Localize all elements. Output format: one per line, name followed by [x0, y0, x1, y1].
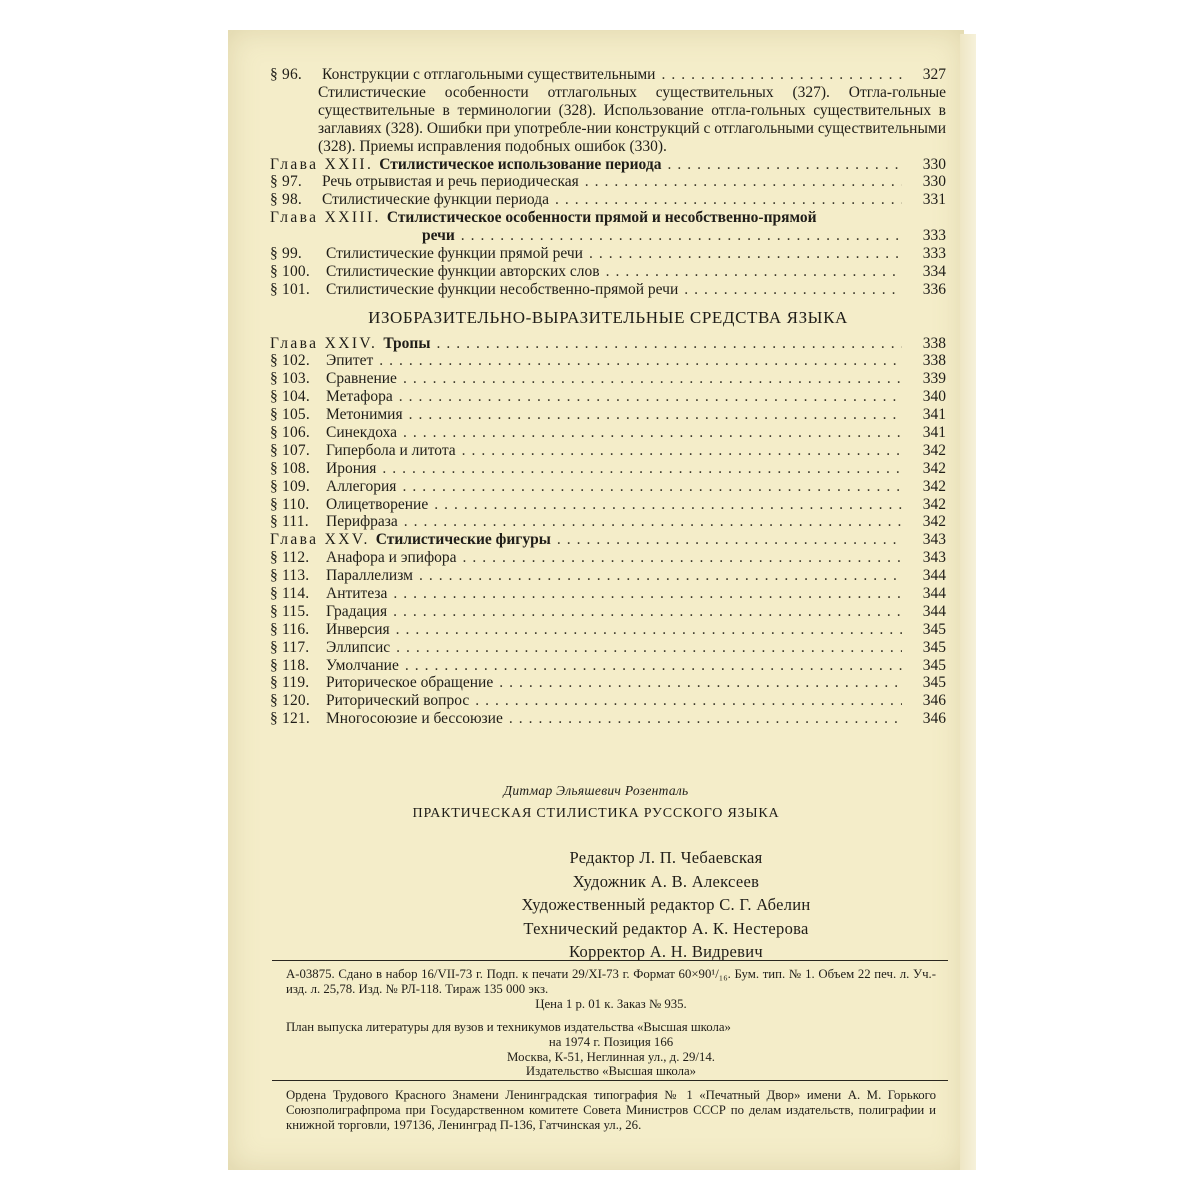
section-number: § 119. — [270, 674, 310, 692]
leader-dots — [462, 442, 902, 460]
section-number: § 110. — [270, 495, 310, 513]
section-title: Метафора — [326, 388, 393, 406]
section-title: Градация — [326, 602, 388, 620]
page-number: 340 — [922, 388, 946, 406]
toc-entry — [270, 478, 946, 496]
toc-entry — [270, 388, 946, 406]
divider — [272, 960, 948, 961]
page-number: 341 — [922, 406, 946, 424]
section-number: § 101. — [270, 280, 310, 298]
page-number: 342 — [922, 495, 946, 513]
credit-line: Редактор Л. П. Чебаевская — [569, 848, 763, 867]
toc-chapter — [270, 531, 946, 549]
page-number: 346 — [922, 692, 946, 710]
leader-dots — [405, 657, 902, 675]
page-number: 343 — [922, 531, 946, 549]
section-title: Конструкции с отглагольными существительными — [322, 66, 656, 83]
credit-line: Технический редактор А. К. Нестерова — [523, 918, 809, 938]
page-number: 344 — [922, 567, 946, 585]
leader-dots — [463, 549, 902, 567]
section-number: § 103. — [270, 370, 310, 388]
page-number: 331 — [922, 191, 946, 209]
page-number: 345 — [922, 674, 946, 692]
section-title: Перифраза — [326, 513, 398, 531]
imprint-publisher — [286, 1020, 936, 1079]
toc-entry — [270, 674, 946, 692]
page-number: 327 — [922, 66, 946, 83]
book-title: ПРАКТИЧЕСКАЯ СТИЛИСТИКА РУССКОГО ЯЗЫКА — [412, 806, 780, 821]
toc-entry — [270, 173, 946, 191]
toc-entry — [270, 603, 946, 621]
section-number: § 96. — [270, 66, 302, 83]
toc-entry — [270, 352, 946, 370]
imprint-print-data — [286, 967, 936, 1011]
page-number: 334 — [922, 262, 946, 280]
leader-dots — [555, 191, 902, 209]
section-title: Стилистические функции периода — [322, 191, 549, 209]
imprint-line: Цена 1 р. 01 к. Заказ № 935. — [535, 996, 687, 1011]
section-number: § 102. — [270, 352, 310, 370]
section-title: Параллелизм — [326, 567, 413, 585]
page-number: 342 — [922, 477, 946, 495]
page-number: 344 — [922, 585, 946, 603]
toc-entry — [270, 621, 946, 639]
chapter-label: Глава XXV. — [270, 531, 370, 549]
leader-dots — [382, 460, 902, 478]
section-number: § 121. — [270, 710, 310, 728]
toc-entry — [270, 245, 946, 263]
chapter-title: Стилистическое использование периода — [379, 155, 662, 173]
section-title: Синекдоха — [326, 424, 398, 441]
page-number: 330 — [922, 155, 946, 173]
part-heading: ИЗОБРАЗИТЕЛЬНО-ВЫРАЗИТЕЛЬНЫЕ СРЕДСТВА ЯЗЫКА — [368, 307, 848, 327]
toc-chapter — [270, 335, 946, 353]
section-number: § 113. — [270, 567, 310, 585]
author-name: Дитмар Эльяшевич Розенталь — [503, 783, 689, 798]
leader-dots — [409, 406, 902, 424]
section-number: § 106. — [270, 424, 310, 441]
toc-entry — [270, 513, 946, 531]
page-edge — [960, 34, 976, 1170]
credit-line: Корректор А. Н. Видревич — [569, 942, 763, 962]
page-number: 344 — [922, 602, 946, 620]
page-number: 343 — [922, 549, 946, 567]
imprint-line: на 1974 г. Позиция 166 — [548, 1034, 674, 1049]
page-number: 346 — [922, 710, 946, 728]
credits-list — [228, 846, 964, 964]
section-number: § 99. — [270, 244, 302, 262]
leader-dots — [396, 621, 902, 639]
credit-line: Художник А. В. Алексеев — [572, 871, 760, 891]
leader-dots — [403, 424, 902, 442]
toc-entry — [270, 567, 946, 585]
leader-dots — [667, 156, 902, 174]
section-title: Стилистические функции авторских слов — [326, 262, 600, 280]
page-number: 336 — [922, 280, 946, 298]
page-number: 330 — [922, 173, 946, 191]
section-number: § 107. — [270, 441, 310, 459]
section-title: Многосоюзие и бессоюзие — [326, 710, 503, 728]
section-number: § 117. — [270, 638, 310, 656]
section-title: Ирония — [326, 459, 377, 477]
section-number: § 120. — [270, 692, 310, 710]
section-number: § 105. — [270, 406, 310, 424]
section-number: § 100. — [270, 262, 310, 280]
toc-entry — [270, 263, 946, 281]
leader-dots — [661, 66, 902, 84]
leader-dots — [434, 496, 902, 514]
section-title: Эллипсис — [326, 638, 391, 656]
leader-dots — [509, 710, 902, 728]
section-number: § 104. — [270, 388, 310, 406]
toc-entry — [270, 281, 946, 299]
page-number: 338 — [922, 352, 946, 370]
section-number: § 108. — [270, 459, 310, 477]
chapter-label: Глава XXIII. — [270, 209, 381, 227]
toc-entry — [270, 496, 946, 514]
page-number: 333 — [922, 244, 946, 262]
leader-dots — [606, 263, 902, 281]
page-number: 342 — [922, 459, 946, 477]
section-title: Речь отрывистая и речь периодическая — [322, 173, 579, 191]
section-title: Антитеза — [326, 585, 388, 603]
section-number: § 97. — [270, 173, 302, 191]
imprint-line: Издательство «Высшая школа» — [525, 1064, 697, 1079]
page-number: 342 — [922, 441, 946, 459]
leader-dots — [393, 585, 902, 603]
page-number: 338 — [922, 334, 946, 352]
leader-dots — [585, 173, 902, 191]
toc-chapter-cont — [270, 227, 946, 245]
chapter-label: Глава XXIV. — [270, 334, 378, 352]
page-number: 339 — [922, 370, 946, 388]
toc-entry — [270, 424, 946, 442]
section-number: § 109. — [270, 477, 310, 495]
chapter-title-continuation: речи — [422, 227, 455, 245]
page-number: 345 — [922, 638, 946, 656]
leader-dots — [461, 227, 902, 245]
toc-entry — [270, 442, 946, 460]
leader-dots — [393, 603, 902, 621]
section-title: Умолчание — [326, 656, 399, 674]
leader-dots — [436, 335, 902, 353]
imprint-line: Москва, К-51, Неглинная ул., д. 29/14. — [507, 1049, 715, 1064]
leader-dots — [557, 531, 902, 549]
book-page — [228, 30, 964, 1170]
toc-chapter — [270, 209, 946, 227]
section-number: § 111. — [270, 513, 309, 531]
section-number: § 115. — [270, 602, 310, 620]
section-title: Анафора и эпифора — [326, 549, 457, 567]
toc-entry — [270, 66, 946, 84]
toc-entry — [270, 692, 946, 710]
leader-dots — [499, 674, 902, 692]
leader-dots — [589, 245, 902, 263]
section-number: § 118. — [270, 656, 310, 674]
leader-dots — [399, 388, 902, 406]
section-number: § 98. — [270, 191, 302, 209]
toc-entry — [270, 639, 946, 657]
leader-dots — [419, 567, 902, 585]
toc-entry — [270, 370, 946, 388]
imprint-line: План выпуска литературы для вузов и техникумов издательства «Высшая школа» — [286, 1020, 731, 1034]
leader-dots — [404, 513, 902, 531]
leader-dots — [379, 352, 902, 370]
divider — [272, 1080, 948, 1081]
section-title: Сравнение — [326, 370, 397, 388]
section-title: Олицетворение — [326, 495, 429, 513]
toc-entry — [270, 191, 946, 209]
section-description: Стилистические особенности отглагольных существительных (327). Отгла-гольные существительные в терминологии (328). Использование отгла-гольных существительных в заглавиях (328). Ошибки при употребле-нии конструкций с отглагольными существительными (328). Приемы исправления подобных ошибок (330). — [318, 83, 946, 155]
imprint-line: А-03875. Сдано в набор 16/VII-73 г. Подп. к печати 29/XI-73 г. Формат 60×90¹/₁₆. Бум. тип. № 1. Объем 22 печ. л. Уч.-изд. л. 25,78. Изд. № РЛ-118. Тираж 135 000 экз. — [286, 967, 936, 996]
leader-dots — [403, 370, 902, 388]
section-title: Гипербола и литота — [326, 441, 456, 459]
section-title: Инверсия — [326, 620, 390, 638]
page-number: 342 — [922, 513, 946, 531]
leader-dots — [396, 639, 902, 657]
chapter-label: Глава XXII. — [270, 155, 374, 173]
section-number: § 114. — [270, 585, 310, 603]
table-of-contents — [270, 66, 946, 728]
imprint-printing-house: Ордена Трудового Красного Знамени Ленинградская типография № 1 «Печатный Двор» имени А. М. Горького Союзполиграфпрома при Государственном комитете Совета Министров СССР по делам издательств, полиграфии и книжной торговли, 197136, Ленинград П-136, Гатчинская ул., 26. — [286, 1088, 936, 1132]
leader-dots — [402, 478, 902, 496]
chapter-title: Стилистические фигуры — [375, 531, 551, 549]
toc-entry — [270, 710, 946, 728]
section-title: Аллегория — [326, 477, 397, 495]
toc-entry — [270, 585, 946, 603]
section-title: Риторический вопрос — [326, 692, 470, 710]
toc-entry — [270, 657, 946, 675]
leader-dots — [684, 281, 902, 299]
credit-line: Художественный редактор С. Г. Абелин — [521, 895, 811, 915]
section-number: § 112. — [270, 549, 310, 567]
section-number: § 116. — [270, 620, 310, 638]
page-number: 345 — [922, 656, 946, 674]
toc-entry — [270, 406, 946, 424]
toc-entry — [270, 460, 946, 478]
section-title: Риторическое обращение — [326, 674, 494, 692]
section-title: Эпитет — [326, 352, 374, 370]
leader-dots — [475, 692, 902, 710]
page-number: 345 — [922, 620, 946, 638]
chapter-title: Тропы — [383, 334, 431, 352]
chapter-title: Стилистическое особенности прямой и несобственно-прямой — [386, 209, 817, 227]
toc-chapter — [270, 156, 946, 174]
page-number: 341 — [922, 424, 946, 441]
section-title: Стилистические функции прямой речи — [326, 244, 583, 262]
section-title: Метонимия — [326, 406, 403, 424]
toc-entry — [270, 549, 946, 567]
section-title: Стилистические функции несобственно-прямой речи — [326, 280, 679, 298]
page-number: 333 — [922, 227, 946, 245]
